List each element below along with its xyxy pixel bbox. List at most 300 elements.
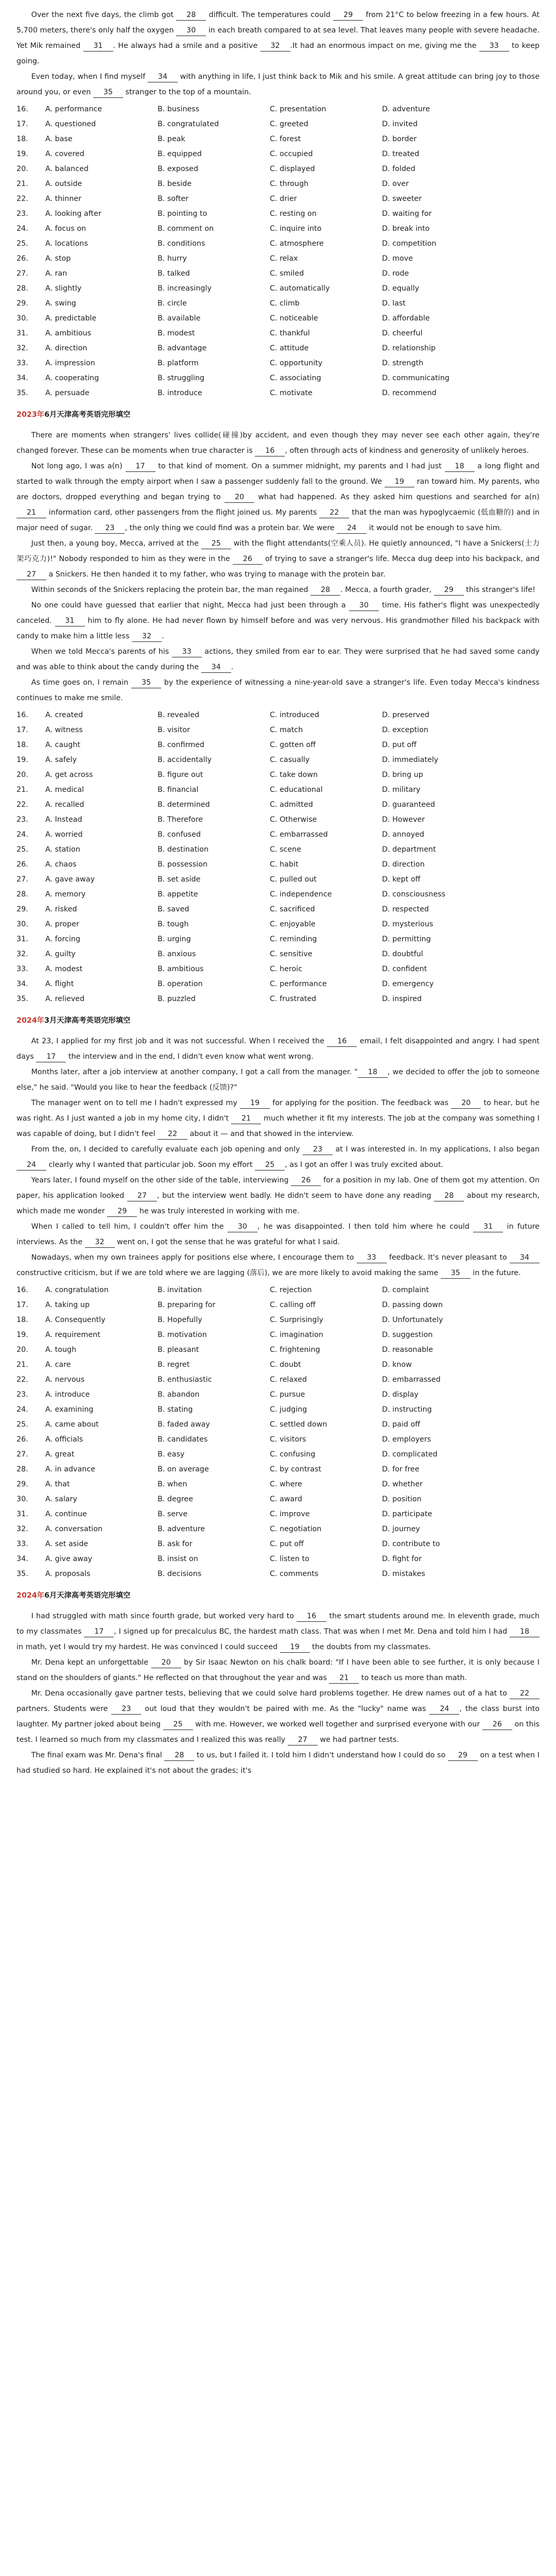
- answer-blank[interactable]: 33: [479, 41, 509, 52]
- answer-blank[interactable]: 32: [85, 1237, 115, 1248]
- answer-option[interactable]: A. risked: [45, 905, 77, 913]
- answer-blank[interactable]: 21: [16, 507, 46, 518]
- answer-option[interactable]: B. tough: [158, 920, 189, 928]
- answer-option[interactable]: D. Unfortunately: [382, 1316, 443, 1324]
- answer-option[interactable]: B. accidentally: [158, 756, 212, 764]
- answer-option[interactable]: A. caught: [45, 741, 81, 749]
- answer-option[interactable]: A. predictable: [45, 314, 97, 323]
- answer-option[interactable]: B. introduce: [158, 389, 202, 397]
- answer-option[interactable]: A. memory: [45, 890, 86, 899]
- answer-blank[interactable]: 33: [172, 647, 202, 657]
- answer-option[interactable]: B. revealed: [158, 711, 200, 719]
- answer-option[interactable]: D. passing down: [382, 1301, 443, 1309]
- answer-blank[interactable]: 23: [111, 1704, 141, 1715]
- answer-option[interactable]: A. chaos: [45, 860, 77, 869]
- answer-option[interactable]: C. inquire into: [270, 225, 322, 233]
- answer-option[interactable]: D. journey: [382, 1525, 420, 1533]
- answer-option[interactable]: C. thankful: [270, 329, 310, 337]
- answer-option[interactable]: D. rode: [382, 269, 409, 278]
- answer-option[interactable]: D. complicated: [382, 1450, 438, 1459]
- answer-option[interactable]: B. candidates: [158, 1435, 208, 1444]
- answer-option[interactable]: B. platform: [158, 359, 199, 367]
- answer-option[interactable]: B. congratulated: [158, 120, 219, 128]
- answer-option[interactable]: B. peak: [158, 135, 185, 143]
- answer-option[interactable]: A. locations: [45, 240, 88, 248]
- answer-blank[interactable]: 30: [228, 1222, 257, 1232]
- answer-option[interactable]: A. in advance: [45, 1465, 95, 1473]
- answer-option[interactable]: A. tough: [45, 1346, 77, 1354]
- answer-option[interactable]: B. puzzled: [158, 995, 196, 1003]
- answer-option[interactable]: B. saved: [158, 905, 189, 913]
- answer-option[interactable]: C. imagination: [270, 1331, 323, 1339]
- answer-blank[interactable]: 26: [233, 554, 263, 565]
- answer-blank[interactable]: 29: [448, 1750, 478, 1761]
- answer-option[interactable]: B. when: [158, 1480, 187, 1488]
- answer-option[interactable]: B. faded away: [158, 1420, 210, 1429]
- answer-option[interactable]: C. habit: [270, 860, 299, 869]
- answer-option[interactable]: A. safely: [45, 756, 77, 764]
- answer-option[interactable]: B. hurry: [158, 255, 187, 263]
- answer-option[interactable]: C. drier: [270, 195, 297, 203]
- answer-option[interactable]: A. balanced: [45, 165, 89, 173]
- answer-option[interactable]: B. equipped: [158, 150, 202, 158]
- answer-option[interactable]: C. enjoyable: [270, 920, 316, 928]
- answer-option[interactable]: A. thinner: [45, 195, 82, 203]
- answer-option[interactable]: A. stop: [45, 255, 71, 263]
- answer-option[interactable]: A. performance: [45, 105, 102, 113]
- answer-option[interactable]: B. possession: [158, 860, 208, 869]
- answer-option[interactable]: C. climb: [270, 299, 300, 308]
- answer-option[interactable]: A. introduce: [45, 1391, 90, 1399]
- answer-blank[interactable]: 18: [510, 1626, 540, 1637]
- answer-option[interactable]: A. Consequently: [45, 1316, 106, 1324]
- answer-blank[interactable]: 33: [357, 1252, 387, 1263]
- answer-blank[interactable]: 31: [55, 616, 85, 626]
- answer-option[interactable]: D. waiting for: [382, 210, 432, 218]
- answer-blank[interactable]: 23: [303, 1144, 333, 1155]
- answer-blank[interactable]: 19: [385, 477, 414, 487]
- answer-blank[interactable]: 30: [176, 25, 206, 36]
- answer-option[interactable]: C. embarrassed: [270, 831, 328, 839]
- answer-option[interactable]: B. decisions: [158, 1570, 202, 1578]
- answer-option[interactable]: A. witness: [45, 726, 83, 734]
- answer-option[interactable]: A. that: [45, 1480, 70, 1488]
- answer-blank[interactable]: 35: [441, 1268, 471, 1279]
- answer-option[interactable]: C. confusing: [270, 1450, 316, 1459]
- answer-blank[interactable]: 25: [201, 538, 231, 549]
- answer-blank[interactable]: 28: [176, 10, 206, 21]
- answer-blank[interactable]: 32: [132, 631, 162, 642]
- answer-option[interactable]: B. operation: [158, 980, 203, 988]
- answer-option[interactable]: C. displayed: [270, 165, 315, 173]
- answer-option[interactable]: A. officials: [45, 1435, 83, 1444]
- answer-option[interactable]: B. softer: [158, 195, 189, 203]
- answer-blank[interactable]: 17: [36, 1052, 66, 1062]
- answer-option[interactable]: D. contribute to: [382, 1540, 440, 1548]
- answer-option[interactable]: D. communicating: [382, 374, 449, 382]
- answer-option[interactable]: A. came about: [45, 1420, 99, 1429]
- answer-option[interactable]: A. flight: [45, 980, 74, 988]
- answer-option[interactable]: D. recommend: [382, 389, 437, 397]
- answer-blank[interactable]: 24: [16, 1160, 46, 1171]
- answer-option[interactable]: D. border: [382, 135, 417, 143]
- answer-blank[interactable]: 25: [255, 1160, 285, 1171]
- answer-option[interactable]: D. put off: [382, 741, 416, 749]
- answer-option[interactable]: D. inspired: [382, 995, 422, 1003]
- answer-option[interactable]: B. insist on: [158, 1555, 198, 1563]
- answer-blank[interactable]: 34: [510, 1252, 540, 1263]
- answer-blank[interactable]: 32: [260, 41, 290, 52]
- answer-blank[interactable]: 29: [107, 1206, 137, 1217]
- answer-option[interactable]: A. taking up: [45, 1301, 90, 1309]
- answer-option[interactable]: C. greeted: [270, 120, 308, 128]
- answer-option[interactable]: D. affordable: [382, 314, 430, 323]
- answer-option[interactable]: B. set aside: [158, 875, 201, 884]
- answer-option[interactable]: D. participate: [382, 1510, 432, 1518]
- answer-blank[interactable]: 18: [358, 1067, 388, 1078]
- answer-option[interactable]: A. salary: [45, 1495, 77, 1503]
- answer-option[interactable]: C. opportunity: [270, 359, 323, 367]
- answer-option[interactable]: C. comments: [270, 1570, 319, 1578]
- answer-option[interactable]: A. Instead: [45, 816, 82, 824]
- answer-option[interactable]: C. award: [270, 1495, 302, 1503]
- answer-option[interactable]: D. for free: [382, 1465, 420, 1473]
- answer-blank[interactable]: 35: [131, 677, 161, 688]
- answer-option[interactable]: B. invitation: [158, 1286, 202, 1294]
- answer-option[interactable]: D. reasonable: [382, 1346, 433, 1354]
- answer-option[interactable]: B. pleasant: [158, 1346, 199, 1354]
- answer-option[interactable]: D. over: [382, 180, 409, 188]
- answer-option[interactable]: D. paid off: [382, 1420, 421, 1429]
- answer-option[interactable]: C. calling off: [270, 1301, 316, 1309]
- answer-option[interactable]: B. abandon: [158, 1391, 200, 1399]
- answer-option[interactable]: A. persuade: [45, 389, 90, 397]
- answer-blank[interactable]: 18: [445, 461, 475, 472]
- answer-option[interactable]: A. proper: [45, 920, 79, 928]
- answer-option[interactable]: C. where: [270, 1480, 302, 1488]
- answer-option[interactable]: C. heroic: [270, 965, 303, 973]
- answer-option[interactable]: C. visitors: [270, 1435, 306, 1444]
- answer-option[interactable]: A. swing: [45, 299, 76, 308]
- answer-blank[interactable]: 22: [510, 1688, 540, 1699]
- answer-blank[interactable]: 28: [164, 1750, 194, 1761]
- answer-option[interactable]: B. circle: [158, 299, 187, 308]
- answer-option[interactable]: B. increasingly: [158, 284, 212, 293]
- answer-option[interactable]: C. take down: [270, 771, 318, 779]
- answer-option[interactable]: D. employers: [382, 1435, 431, 1444]
- answer-option[interactable]: C. listen to: [270, 1555, 309, 1563]
- answer-blank[interactable]: 17: [126, 461, 155, 472]
- answer-option[interactable]: B. confused: [158, 831, 201, 839]
- answer-option[interactable]: C. relax: [270, 255, 298, 263]
- answer-option[interactable]: D. exception: [382, 726, 428, 734]
- answer-option[interactable]: C. rejection: [270, 1286, 312, 1294]
- answer-blank[interactable]: 17: [84, 1626, 114, 1637]
- answer-option[interactable]: D. direction: [382, 860, 425, 869]
- answer-option[interactable]: B. pointing to: [158, 210, 207, 218]
- answer-option[interactable]: A. modest: [45, 965, 83, 973]
- answer-option[interactable]: C. attitude: [270, 344, 309, 352]
- answer-option[interactable]: C. resting on: [270, 210, 317, 218]
- answer-option[interactable]: C. scene: [270, 845, 302, 854]
- answer-option[interactable]: A. forcing: [45, 935, 80, 943]
- answer-option[interactable]: D. relationship: [382, 344, 436, 352]
- answer-blank[interactable]: 16: [297, 1611, 326, 1622]
- answer-blank[interactable]: 34: [148, 72, 178, 82]
- answer-blank[interactable]: 26: [482, 1719, 512, 1730]
- answer-option[interactable]: A. worried: [45, 831, 83, 839]
- answer-option[interactable]: B. ambitious: [158, 965, 204, 973]
- answer-option[interactable]: C. settled down: [270, 1420, 327, 1429]
- answer-option[interactable]: B. degree: [158, 1495, 193, 1503]
- answer-option[interactable]: C. smiled: [270, 269, 304, 278]
- answer-blank[interactable]: 16: [255, 446, 285, 456]
- answer-blank[interactable]: 21: [329, 1673, 359, 1684]
- answer-option[interactable]: D. confident: [382, 965, 427, 973]
- answer-option[interactable]: B. confirmed: [158, 741, 204, 749]
- answer-option[interactable]: B. ask for: [158, 1540, 193, 1548]
- answer-blank[interactable]: 35: [93, 87, 123, 98]
- answer-option[interactable]: B. on average: [158, 1465, 209, 1473]
- answer-option[interactable]: B. regret: [158, 1361, 190, 1369]
- answer-option[interactable]: B. available: [158, 314, 201, 323]
- answer-option[interactable]: B. figure out: [158, 771, 203, 779]
- answer-option[interactable]: C. frustrated: [270, 995, 317, 1003]
- answer-blank[interactable]: 30: [349, 600, 379, 611]
- answer-option[interactable]: A. proposals: [45, 1570, 91, 1578]
- answer-option[interactable]: A. care: [45, 1361, 71, 1369]
- answer-option[interactable]: B. serve: [158, 1510, 188, 1518]
- answer-blank[interactable]: 27: [127, 1191, 157, 1201]
- answer-option[interactable]: A. guilty: [45, 950, 76, 958]
- answer-blank[interactable]: 27: [288, 1735, 318, 1745]
- answer-option[interactable]: D. bring up: [382, 771, 423, 779]
- answer-option[interactable]: C. by contrast: [270, 1465, 322, 1473]
- answer-option[interactable]: D. suggestion: [382, 1331, 433, 1339]
- answer-option[interactable]: B. stating: [158, 1405, 193, 1414]
- answer-option[interactable]: D. display: [382, 1391, 419, 1399]
- answer-option[interactable]: B. easy: [158, 1450, 185, 1459]
- answer-option[interactable]: D. kept off: [382, 875, 421, 884]
- answer-option[interactable]: D. strength: [382, 359, 424, 367]
- answer-option[interactable]: B. talked: [158, 269, 190, 278]
- answer-option[interactable]: D. consciousness: [382, 890, 446, 899]
- answer-option[interactable]: D. instructing: [382, 1405, 432, 1414]
- answer-option[interactable]: C. pursue: [270, 1391, 305, 1399]
- answer-option[interactable]: D. folded: [382, 165, 415, 173]
- answer-option[interactable]: C. negotiation: [270, 1525, 322, 1533]
- answer-option[interactable]: B. anxious: [158, 950, 196, 958]
- answer-option[interactable]: A. impression: [45, 359, 95, 367]
- answer-option[interactable]: B. Therefore: [158, 816, 203, 824]
- answer-option[interactable]: D. last: [382, 299, 406, 308]
- answer-option[interactable]: D. break into: [382, 225, 430, 233]
- answer-option[interactable]: B. business: [158, 105, 200, 113]
- answer-option[interactable]: D. mysterious: [382, 920, 433, 928]
- answer-option[interactable]: B. comment on: [158, 225, 214, 233]
- answer-blank[interactable]: 34: [201, 662, 231, 673]
- answer-option[interactable]: A. looking after: [45, 210, 101, 218]
- answer-option[interactable]: B. conditions: [158, 240, 205, 248]
- answer-option[interactable]: A. congratulation: [45, 1286, 109, 1294]
- answer-blank[interactable]: 20: [151, 1657, 181, 1668]
- answer-option[interactable]: C. occupied: [270, 150, 313, 158]
- answer-option[interactable]: D. respected: [382, 905, 429, 913]
- answer-option[interactable]: B. motivation: [158, 1331, 207, 1339]
- answer-option[interactable]: C. put off: [270, 1540, 304, 1548]
- answer-option[interactable]: B. preparing for: [158, 1301, 216, 1309]
- answer-option[interactable]: A. cooperating: [45, 374, 99, 382]
- answer-option[interactable]: A. get across: [45, 771, 93, 779]
- answer-option[interactable]: B. financial: [158, 786, 199, 794]
- answer-option[interactable]: D. cheerful: [382, 329, 423, 337]
- answer-option[interactable]: C. match: [270, 726, 303, 734]
- answer-option[interactable]: A. outside: [45, 180, 82, 188]
- answer-blank[interactable]: 28: [434, 1191, 464, 1201]
- answer-option[interactable]: D. embarrassed: [382, 1376, 441, 1384]
- answer-option[interactable]: B. modest: [158, 329, 195, 337]
- answer-option[interactable]: C. independence: [270, 890, 332, 899]
- answer-option[interactable]: C. associating: [270, 374, 321, 382]
- answer-option[interactable]: C. casually: [270, 756, 310, 764]
- answer-option[interactable]: D. doubtful: [382, 950, 423, 958]
- answer-blank[interactable]: 31: [473, 1222, 503, 1232]
- answer-option[interactable]: C. judging: [270, 1405, 307, 1414]
- answer-option[interactable]: C. motivate: [270, 389, 312, 397]
- answer-option[interactable]: C. Otherwise: [270, 816, 317, 824]
- answer-option[interactable]: D. competition: [382, 240, 437, 248]
- answer-option[interactable]: B. advantage: [158, 344, 207, 352]
- answer-option[interactable]: C. noticeable: [270, 314, 318, 323]
- answer-option[interactable]: C. pulled out: [270, 875, 317, 884]
- answer-option[interactable]: A. gave away: [45, 875, 95, 884]
- answer-option[interactable]: C. doubt: [270, 1361, 301, 1369]
- answer-option[interactable]: A. created: [45, 711, 83, 719]
- answer-option[interactable]: D. preserved: [382, 711, 429, 719]
- answer-option[interactable]: D. military: [382, 786, 421, 794]
- answer-blank[interactable]: 20: [451, 1098, 481, 1109]
- answer-option[interactable]: A. base: [45, 135, 73, 143]
- answer-option[interactable]: D. move: [382, 255, 413, 263]
- answer-option[interactable]: C. educational: [270, 786, 323, 794]
- answer-option[interactable]: B. beside: [158, 180, 192, 188]
- answer-option[interactable]: C. relaxed: [270, 1376, 307, 1384]
- answer-blank[interactable]: 24: [429, 1704, 459, 1715]
- answer-option[interactable]: D. know: [382, 1361, 412, 1369]
- answer-option[interactable]: A. slightly: [45, 284, 82, 293]
- answer-blank[interactable]: 19: [280, 1642, 310, 1653]
- answer-blank[interactable]: 21: [231, 1113, 261, 1124]
- answer-option[interactable]: A. set aside: [45, 1540, 89, 1548]
- answer-option[interactable]: D. sweeter: [382, 195, 422, 203]
- answer-blank[interactable]: 29: [434, 585, 464, 596]
- answer-option[interactable]: C. admitted: [270, 801, 313, 809]
- answer-option[interactable]: C. frightening: [270, 1346, 320, 1354]
- answer-option[interactable]: D. whether: [382, 1480, 423, 1488]
- answer-option[interactable]: B. adventure: [158, 1525, 205, 1533]
- answer-option[interactable]: A. great: [45, 1450, 75, 1459]
- answer-option[interactable]: A. nervous: [45, 1376, 85, 1384]
- answer-option[interactable]: D. guaranteed: [382, 801, 435, 809]
- answer-blank[interactable]: 23: [95, 523, 125, 534]
- answer-option[interactable]: D. mistakes: [382, 1570, 425, 1578]
- answer-option[interactable]: D. However: [382, 816, 425, 824]
- answer-option[interactable]: C. forest: [270, 135, 301, 143]
- answer-option[interactable]: A. examining: [45, 1405, 94, 1414]
- answer-option[interactable]: C. introduced: [270, 711, 319, 719]
- answer-option[interactable]: B. struggling: [158, 374, 205, 382]
- answer-option[interactable]: B. appetite: [158, 890, 198, 899]
- answer-option[interactable]: C. sacrificed: [270, 905, 315, 913]
- answer-option[interactable]: B. urging: [158, 935, 191, 943]
- answer-option[interactable]: A. ran: [45, 269, 67, 278]
- answer-option[interactable]: C. presentation: [270, 105, 326, 113]
- answer-blank[interactable]: 19: [240, 1098, 270, 1109]
- answer-option[interactable]: A. medical: [45, 786, 84, 794]
- answer-option[interactable]: A. recalled: [45, 801, 84, 809]
- answer-option[interactable]: A. ambitious: [45, 329, 92, 337]
- answer-blank[interactable]: 24: [337, 523, 367, 534]
- answer-option[interactable]: A. requirement: [45, 1331, 100, 1339]
- answer-option[interactable]: A. give away: [45, 1555, 93, 1563]
- answer-option[interactable]: B. determined: [158, 801, 210, 809]
- answer-option[interactable]: D. invited: [382, 120, 418, 128]
- answer-blank[interactable]: 27: [16, 569, 46, 580]
- answer-option[interactable]: D. equally: [382, 284, 420, 293]
- answer-blank[interactable]: 25: [163, 1719, 193, 1730]
- answer-option[interactable]: A. relieved: [45, 995, 85, 1003]
- answer-option[interactable]: C. automatically: [270, 284, 330, 293]
- answer-option[interactable]: B. enthusiastic: [158, 1376, 212, 1384]
- answer-blank[interactable]: 29: [333, 10, 363, 21]
- answer-option[interactable]: D. emergency: [382, 980, 434, 988]
- answer-blank[interactable]: 16: [327, 1036, 357, 1047]
- answer-option[interactable]: C. improve: [270, 1510, 310, 1518]
- answer-option[interactable]: D. annoyed: [382, 831, 425, 839]
- answer-option[interactable]: C. Surprisingly: [270, 1316, 324, 1324]
- answer-option[interactable]: C. atmosphere: [270, 240, 324, 248]
- answer-option[interactable]: D. department: [382, 845, 436, 854]
- answer-option[interactable]: B. visitor: [158, 726, 190, 734]
- answer-option[interactable]: A. direction: [45, 344, 88, 352]
- answer-option[interactable]: A. focus on: [45, 225, 86, 233]
- answer-option[interactable]: C. sensitive: [270, 950, 312, 958]
- answer-option[interactable]: B. Hopefully: [158, 1316, 202, 1324]
- answer-option[interactable]: D. complaint: [382, 1286, 429, 1294]
- answer-option[interactable]: D. treated: [382, 150, 420, 158]
- answer-option[interactable]: A. station: [45, 845, 80, 854]
- answer-blank[interactable]: 26: [291, 1175, 321, 1186]
- answer-option[interactable]: A. covered: [45, 150, 84, 158]
- answer-option[interactable]: C. gotten off: [270, 741, 316, 749]
- answer-option[interactable]: C. through: [270, 180, 309, 188]
- answer-option[interactable]: B. exposed: [158, 165, 199, 173]
- answer-option[interactable]: A. questioned: [45, 120, 96, 128]
- answer-option[interactable]: A. continue: [45, 1510, 87, 1518]
- answer-option[interactable]: D. position: [382, 1495, 422, 1503]
- answer-option[interactable]: B. destination: [158, 845, 209, 854]
- answer-option[interactable]: A. conversation: [45, 1525, 103, 1533]
- answer-option[interactable]: D. fight for: [382, 1555, 422, 1563]
- answer-option[interactable]: D. adventure: [382, 105, 430, 113]
- answer-option[interactable]: C. reminding: [270, 935, 317, 943]
- answer-blank[interactable]: 22: [319, 507, 349, 518]
- answer-blank[interactable]: 31: [83, 41, 113, 52]
- answer-blank[interactable]: 22: [158, 1129, 187, 1140]
- answer-blank[interactable]: 20: [224, 492, 254, 503]
- answer-option[interactable]: D. permitting: [382, 935, 431, 943]
- answer-option[interactable]: D. immediately: [382, 756, 439, 764]
